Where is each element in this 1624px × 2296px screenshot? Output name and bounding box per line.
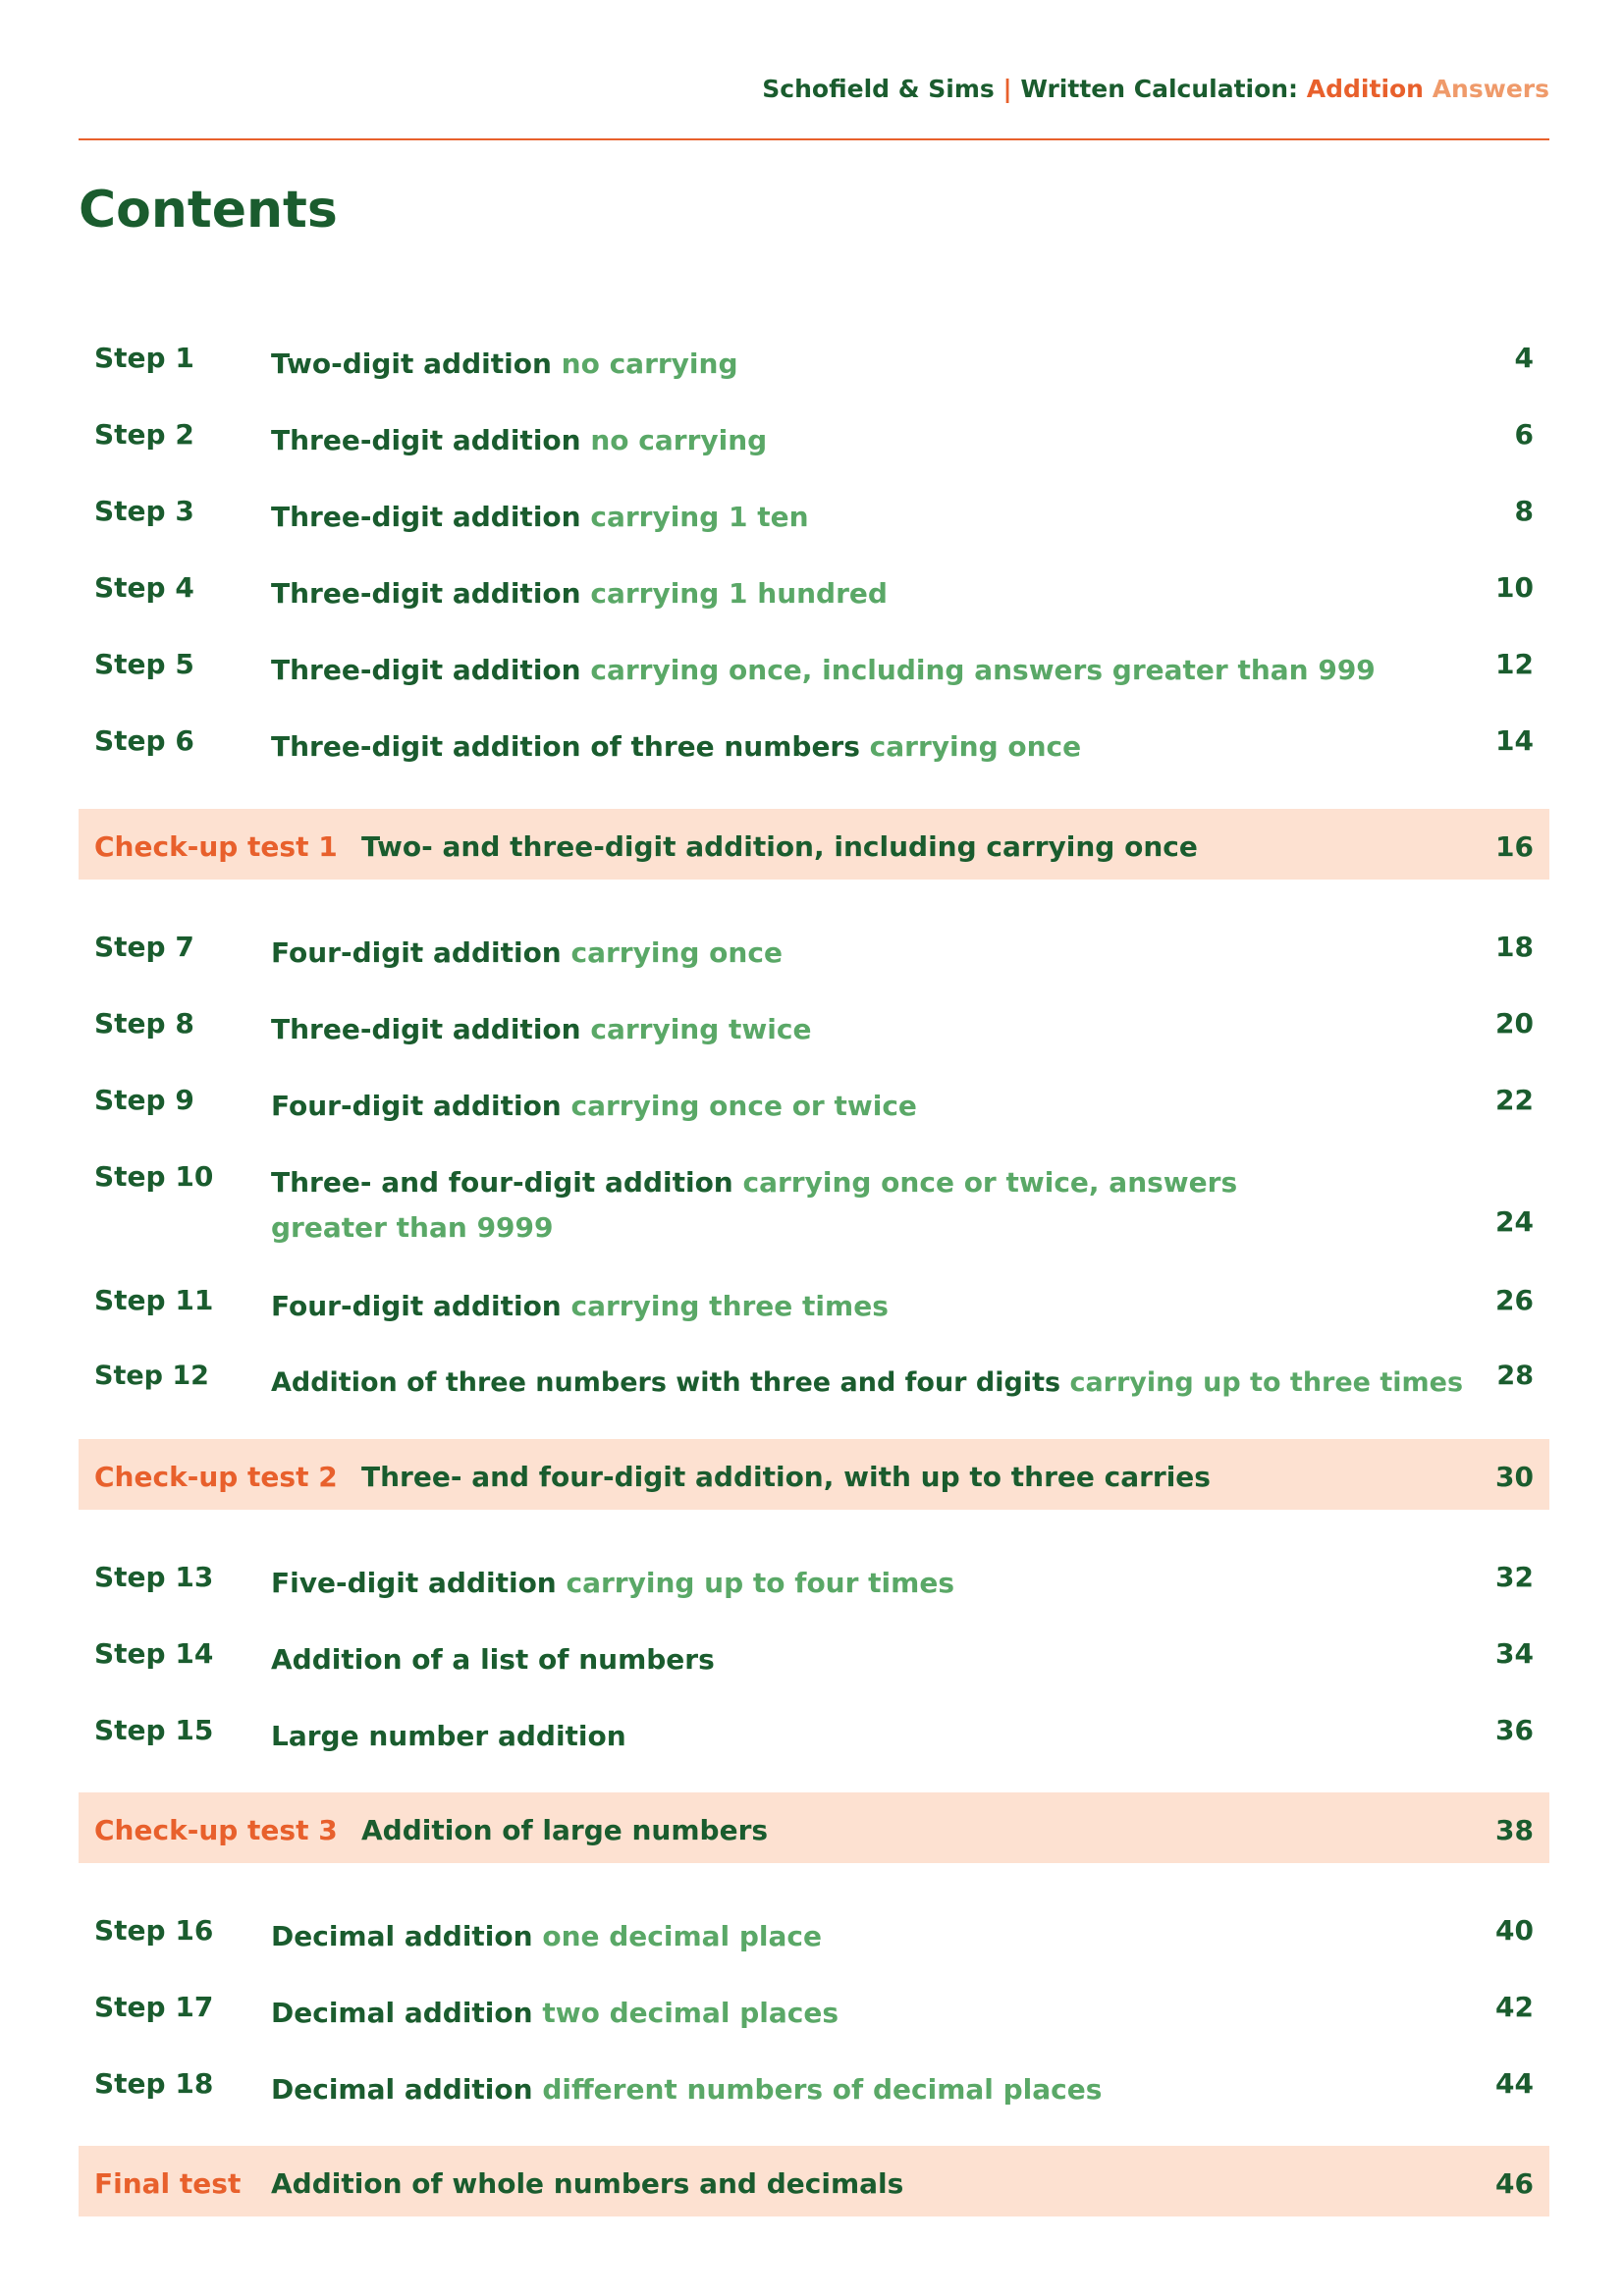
page-title: Contents	[79, 181, 338, 240]
step-label: Step 17	[94, 1991, 214, 2023]
step-subtitle: carrying twice	[590, 1013, 812, 1045]
step-label: Step 14	[94, 1637, 214, 1670]
step-title: Large number addition	[271, 1720, 626, 1752]
page-header	[762, 75, 1549, 103]
test-title: Addition of large numbers	[361, 1814, 769, 1846]
step-label: Step 7	[94, 931, 194, 963]
step-label: Step 4	[94, 571, 194, 604]
page-number: 24	[1495, 1205, 1534, 1238]
step-label: Step 5	[94, 648, 194, 680]
page-number: 32	[1495, 1561, 1534, 1593]
test-title: Three- and four-digit addition, with up to three carries	[361, 1461, 1211, 1493]
contents-row-check-up-test-2[interactable]	[79, 1439, 1549, 1510]
step-label: Step 16	[94, 1914, 214, 1947]
step-title: Decimal addition	[271, 2073, 533, 2106]
step-subtitle: no carrying	[590, 424, 768, 456]
step-label: Step 6	[94, 724, 194, 757]
page-number: 10	[1495, 571, 1534, 604]
step-title: Addition of three numbers with three and four digits	[271, 1367, 1061, 1398]
step-title: Four-digit addition	[271, 1290, 562, 1322]
step-subtitle: different numbers of decimal places	[542, 2073, 1103, 2106]
step-title: Three-digit addition	[271, 577, 581, 610]
page-number: 8	[1514, 495, 1534, 527]
step-label: Step 9	[94, 1084, 194, 1116]
step-title: Three-digit addition	[271, 654, 581, 686]
header-separator: |	[1002, 75, 1012, 103]
step-subtitle: carrying once	[570, 936, 783, 969]
page-number: 26	[1495, 1284, 1534, 1316]
step-label: Step 8	[94, 1007, 194, 1040]
step-subtitle: no carrying	[561, 347, 738, 380]
test-label: Check-up test 2	[94, 1461, 338, 1493]
step-title: Three-digit addition	[271, 501, 581, 533]
page-number: 36	[1495, 1714, 1534, 1746]
test-title: Two- and three-digit addition, including carrying once	[361, 830, 1198, 863]
step-subtitle: carrying once	[869, 730, 1082, 763]
page-number: 6	[1514, 418, 1534, 451]
test-title: Addition of whole numbers and decimals	[271, 2167, 904, 2200]
step-subtitle: carrying three times	[570, 1290, 889, 1322]
step-title: Four-digit addition	[271, 1090, 562, 1122]
test-label: Final test	[94, 2167, 242, 2200]
page-number: 4	[1514, 342, 1534, 374]
page-number: 20	[1495, 1007, 1534, 1040]
step-subtitle: carrying 1 hundred	[590, 577, 888, 610]
step-title: Three-digit addition	[271, 424, 581, 456]
page-number: 28	[1496, 1361, 1534, 1391]
page-number: 16	[1495, 830, 1534, 863]
page-number: 46	[1495, 2167, 1534, 2200]
step-subtitle: carrying once or twice	[570, 1090, 917, 1122]
page-number: 14	[1495, 724, 1534, 757]
page-number: 40	[1495, 1914, 1534, 1947]
step-subtitle: carrying up to four times	[566, 1567, 954, 1599]
page-number: 12	[1495, 648, 1534, 680]
step-label: Step 2	[94, 418, 194, 451]
page-number: 18	[1495, 931, 1534, 963]
step-label: Step 11	[94, 1284, 214, 1316]
step-subtitle: carrying 1 ten	[590, 501, 809, 533]
step-title: Three-digit addition of three numbers	[271, 730, 860, 763]
step-label: Step 3	[94, 495, 194, 527]
page-number: 34	[1495, 1637, 1534, 1670]
test-label: Check-up test 3	[94, 1814, 338, 1846]
step-label: Step 15	[94, 1714, 214, 1746]
step-label: Step 18	[94, 2067, 214, 2100]
step-label: Step 12	[94, 1361, 209, 1391]
step-subtitle: carrying once, including answers greater than 999	[590, 654, 1376, 686]
test-label: Check-up test 1	[94, 830, 338, 863]
step-label: Step 1	[94, 342, 194, 374]
contents-row-final-test[interactable]	[79, 2146, 1549, 2216]
publisher-name: Schofield & Sims	[762, 75, 995, 103]
page-number: 42	[1495, 1991, 1534, 2023]
page-number: 22	[1495, 1084, 1534, 1116]
step-subtitle: carrying up to three times	[1069, 1367, 1464, 1398]
page-number: 30	[1495, 1461, 1534, 1493]
step-title: Three-digit addition	[271, 1013, 581, 1045]
subject-name: Addition	[1306, 75, 1424, 103]
step-subtitle: one decimal place	[542, 1920, 823, 1952]
page-number: 44	[1495, 2067, 1534, 2100]
page-number: 38	[1495, 1814, 1534, 1846]
step-title: Decimal addition	[271, 1997, 533, 2029]
book-type: Answers	[1432, 75, 1549, 103]
step-title: Addition of a list of numbers	[271, 1643, 715, 1676]
step-subtitle: carrying once or twice, answers greater than 9999	[271, 1166, 1238, 1244]
step-title: Decimal addition	[271, 1920, 533, 1952]
step-title: Five-digit addition	[271, 1567, 557, 1599]
step-label: Step 13	[94, 1561, 214, 1593]
step-title: Three- and four-digit addition	[271, 1166, 733, 1199]
contents-row-check-up-test-1[interactable]	[79, 809, 1549, 880]
series-name: Written Calculation:	[1020, 75, 1299, 103]
step-subtitle: two decimal places	[542, 1997, 839, 2029]
header-divider	[79, 138, 1549, 140]
step-label: Step 10	[94, 1160, 214, 1193]
contents-row-check-up-test-3[interactable]	[79, 1792, 1549, 1863]
step-title: Two-digit addition	[271, 347, 552, 380]
step-title: Four-digit addition	[271, 936, 562, 969]
